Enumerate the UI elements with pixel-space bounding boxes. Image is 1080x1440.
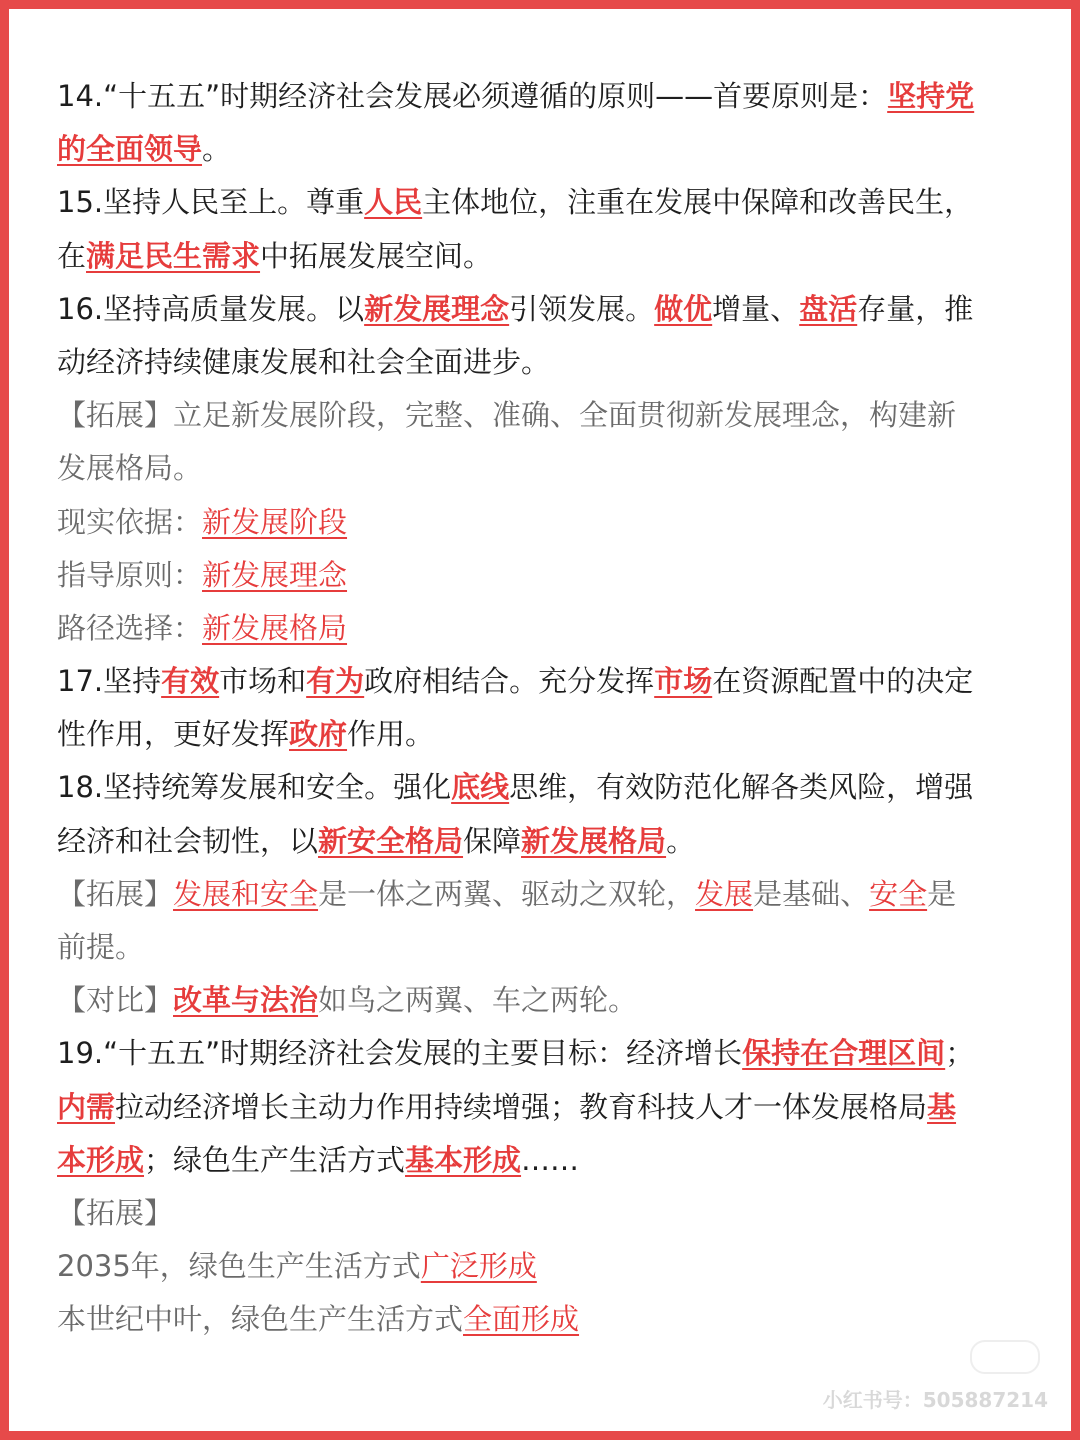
note-content: [57, 70, 1025, 1347]
highlighted-keyword: 有效: [161, 664, 220, 699]
text-segment: 【拓展】立足新发展阶段，完整、准确、全面贯彻新发展理念，构建新: [57, 398, 957, 433]
text-line: [57, 921, 1025, 974]
text-line: [57, 496, 1025, 549]
text-line: [57, 1027, 1025, 1080]
text-line: [57, 70, 1025, 123]
highlighted-keyword: 新发展理念: [202, 557, 348, 592]
text-segment: 是基础、: [753, 876, 870, 911]
text-segment: 思维，有效防范化解各类风险，增强: [509, 770, 974, 805]
highlighted-keyword: 内需: [57, 1089, 116, 1124]
highlighted-keyword: 做优: [654, 291, 713, 326]
text-segment: 14.“十五五”时期经济社会发展必须遵循的原则——首要原则是：: [57, 79, 888, 113]
text-segment: 【拓展】: [57, 1195, 174, 1230]
text-segment: 经济和社会韧性，以: [57, 823, 319, 858]
highlighted-keyword: 改革与法治: [173, 983, 319, 1018]
text-line: [57, 123, 1025, 176]
text-line: [57, 815, 1025, 868]
xiaohongshu-logo-icon: [970, 1340, 1040, 1374]
text-line: [57, 549, 1025, 602]
highlighted-keyword: 基本形成: [405, 1142, 522, 1177]
text-segment: 市场和: [219, 664, 307, 699]
text-line: [57, 602, 1025, 655]
highlighted-keyword: 的全面领导: [57, 132, 203, 167]
text-segment: 【对比】: [57, 983, 174, 1018]
highlighted-keyword: 政府: [289, 717, 348, 752]
text-segment: 17.坚持: [57, 664, 162, 699]
highlighted-keyword: 保持在合理区间: [742, 1036, 946, 1071]
highlighted-keyword: 安全: [869, 876, 928, 911]
text-segment: 【拓展】: [57, 876, 174, 911]
text-line: [57, 761, 1025, 814]
text-line: [57, 708, 1025, 761]
text-line: [57, 1134, 1025, 1187]
text-segment: 本世纪中叶，绿色生产生活方式: [57, 1302, 464, 1337]
highlighted-keyword: 有为: [306, 664, 365, 699]
text-segment: 作用。: [347, 717, 435, 752]
text-segment: 主体地位，注重在发展中保障和改善民生，: [422, 185, 974, 220]
text-line: [57, 442, 1025, 495]
text-line: [57, 283, 1025, 336]
highlighted-keyword: 底线: [451, 770, 510, 805]
text-line: [57, 176, 1025, 229]
text-segment: 性作用，更好发挥: [57, 717, 290, 752]
text-segment: 动经济持续健康发展和社会全面进步。: [57, 344, 551, 379]
highlighted-keyword: 新发展格局: [202, 610, 348, 645]
text-segment: 是: [927, 876, 957, 911]
highlighted-keyword: 满足民生需求: [86, 238, 261, 273]
text-segment: 中拓展发展空间。: [260, 238, 493, 273]
text-segment: 前提。: [57, 930, 145, 964]
text-segment: 增量、: [712, 291, 800, 326]
highlighted-keyword: 本形成: [57, 1142, 145, 1177]
text-segment: 19.“十五五”时期经济社会发展的主要目标：经济增长: [57, 1036, 743, 1071]
highlighted-keyword: 坚持党: [887, 79, 975, 113]
text-segment: 保障: [463, 823, 522, 858]
text-line: [57, 868, 1025, 921]
text-line: [57, 336, 1025, 389]
text-line: [57, 655, 1025, 708]
text-line: [57, 389, 1025, 442]
text-segment: 是一体之两翼、驱动之双轮，: [318, 876, 696, 911]
text-segment: 拉动经济增长主动力作用持续增强；教育科技人才一体发展格局: [115, 1089, 928, 1124]
highlighted-keyword: 新发展理念: [364, 291, 510, 326]
text-segment: 18.坚持统筹发展和安全。强化: [57, 770, 452, 805]
text-segment: ；: [945, 1036, 975, 1071]
text-segment: 引领发展。: [509, 291, 655, 326]
text-segment: 指导原则：: [57, 557, 203, 592]
text-line: [57, 1240, 1025, 1293]
text-line: [57, 974, 1025, 1027]
text-segment: ；绿色生产生活方式: [144, 1142, 406, 1177]
highlighted-keyword: 发展: [695, 876, 754, 911]
highlighted-keyword: 市场: [654, 664, 713, 699]
text-line: [57, 230, 1025, 283]
text-line: [57, 1187, 1025, 1240]
text-segment: 政府相结合。充分发挥: [364, 664, 655, 699]
text-segment: 在: [57, 238, 87, 273]
highlighted-keyword: 全面形成: [463, 1302, 580, 1337]
text-segment: 存量，推: [857, 291, 974, 326]
text-segment: 。: [202, 132, 232, 167]
text-segment: 如鸟之两翼、车之两轮。: [318, 983, 638, 1018]
text-segment: 在资源配置中的决定: [712, 664, 974, 699]
text-segment: 2035年，绿色生产生活方式: [57, 1249, 421, 1284]
text-line: [57, 1081, 1025, 1134]
text-segment: 。: [666, 823, 696, 858]
text-segment: ……: [521, 1142, 580, 1177]
text-segment: 15.坚持人民至上。尊重: [57, 185, 365, 220]
highlighted-keyword: 发展和安全: [173, 876, 319, 911]
highlighted-keyword: 新发展阶段: [202, 504, 348, 539]
highlighted-keyword: 人民: [364, 185, 423, 220]
text-segment: 16.坚持高质量发展。以: [57, 291, 365, 326]
text-segment: 现实依据：: [57, 504, 203, 539]
watermark: 小红书号：505887214: [822, 1388, 1048, 1412]
text-segment: 发展格局。: [57, 451, 203, 486]
highlighted-keyword: 基: [927, 1089, 957, 1124]
highlighted-keyword: 广泛形成: [420, 1249, 537, 1284]
highlighted-keyword: 新发展格局: [521, 823, 667, 858]
highlighted-keyword: 盘活: [799, 291, 858, 326]
text-segment: 路径选择：: [57, 610, 203, 645]
text-line: [57, 1293, 1025, 1346]
highlighted-keyword: 新安全格局: [318, 823, 464, 858]
